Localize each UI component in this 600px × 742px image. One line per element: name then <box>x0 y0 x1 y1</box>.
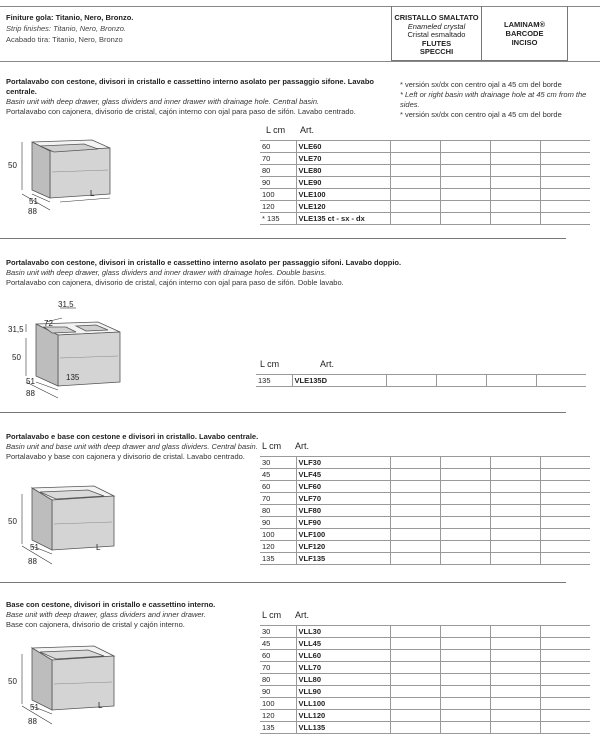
article-cell: VLF60 <box>296 481 390 493</box>
width-cell: 135 <box>260 553 296 565</box>
section-es: Portalavabo con cajonera, divisorio de cristal, cajón interno con ojal para paso de sifón. Lavabo centrado. <box>6 107 356 116</box>
table-row <box>260 517 590 529</box>
table-row <box>260 213 590 225</box>
dim-basin-spacing: 72 <box>44 319 53 328</box>
table-row <box>260 710 590 722</box>
section-1 <box>6 77 396 117</box>
table-row <box>260 141 590 153</box>
article-cell: VLL100 <box>296 698 390 710</box>
finish-price-cell <box>490 457 540 469</box>
width-cell: 120 <box>260 710 296 722</box>
article-cell: VLE90 <box>296 177 390 189</box>
finish-price-cell <box>540 698 590 710</box>
finish-es: Acabado tira: Titanio, Nero, Bronzo <box>6 35 123 44</box>
section-1-notes <box>400 80 600 120</box>
finish-price-cell <box>490 481 540 493</box>
table-row <box>260 686 590 698</box>
note-en: * Left or right basin with drainage hole at 45 cm from the sides. <box>400 90 587 109</box>
finish-price-cell <box>390 153 440 165</box>
section-1-table <box>260 140 590 225</box>
cabinet-drawing-2 <box>6 298 136 398</box>
width-cell: 100 <box>260 698 296 710</box>
section-title: Portalavabo con cestone, divisori in cristallo e cassettino interno asolato per passaggio sifone. Lavabo centrale. <box>6 77 375 96</box>
width-cell: 70 <box>260 493 296 505</box>
finish-price-cell <box>540 638 590 650</box>
width-cell: 30 <box>260 457 296 469</box>
article-cell: VLL135 <box>296 722 390 734</box>
article-cell: VLL30 <box>296 626 390 638</box>
article-cell: VLL80 <box>296 674 390 686</box>
finish-price-cell <box>490 674 540 686</box>
col-art-header: Art. <box>320 359 335 369</box>
section-es: Base con cajonera, divisorio de cristal y cajón interno. <box>6 620 185 629</box>
finish-price-cell <box>390 457 440 469</box>
finish-price-cell <box>390 213 440 225</box>
table-row <box>260 177 590 189</box>
finish-price-cell <box>490 505 540 517</box>
finish-price-cell <box>490 493 540 505</box>
width-cell: 60 <box>260 650 296 662</box>
box1-line4: FLUTES <box>421 38 452 48</box>
article-cell: VLF30 <box>296 457 390 469</box>
box2-line1: LAMINAM® <box>504 20 545 29</box>
article-cell: VLF80 <box>296 505 390 517</box>
finish-price-cell <box>440 662 490 674</box>
finish-price-cell <box>540 505 590 517</box>
finish-price-cell <box>440 650 490 662</box>
finish-price-cell <box>490 517 540 529</box>
finish-price-cell <box>440 529 490 541</box>
finish-price-cell <box>540 213 590 225</box>
article-cell: VLF135 <box>296 553 390 565</box>
section-2 <box>6 258 426 288</box>
width-cell: 60 <box>260 141 296 153</box>
finish-price-cell <box>540 493 590 505</box>
note-es-2: * versión sx/dx con centro ojal a 45 cm del borde <box>400 110 562 119</box>
finish-price-cell <box>490 710 540 722</box>
finish-price-cell <box>390 529 440 541</box>
table-row <box>260 626 590 638</box>
finish-price-cell <box>490 626 540 638</box>
finish-price-cell <box>440 165 490 177</box>
col-l-header: L cm <box>266 125 286 135</box>
finish-price-cell <box>540 662 590 674</box>
finish-price-cell <box>490 529 540 541</box>
finish-price-cell <box>540 201 590 213</box>
finish-price-cell <box>390 493 440 505</box>
section-en: Base unit with deep drawer, glass dividers and inner drawer. <box>6 610 206 619</box>
cabinet-drawing-4 <box>6 640 126 730</box>
finish-price-cell <box>486 375 536 387</box>
finish-price-cell <box>390 722 440 734</box>
dim-height: 50 <box>8 517 17 526</box>
table-row <box>260 722 590 734</box>
finish-price-cell <box>390 165 440 177</box>
table-row <box>260 481 590 493</box>
finish-price-cell <box>490 541 540 553</box>
width-cell: 100 <box>260 189 296 201</box>
dim-depth-88: 88 <box>26 389 35 398</box>
finish-price-cell <box>490 189 540 201</box>
width-cell: 80 <box>260 165 296 177</box>
finish-price-cell <box>540 189 590 201</box>
cabinet-drawing-1 <box>4 132 114 216</box>
finish-price-cell <box>490 722 540 734</box>
article-cell: VLE80 <box>296 165 390 177</box>
finish-price-cell <box>390 686 440 698</box>
section-title: Base con cestone, divisori in cristallo e cassettino interno. <box>6 600 216 609</box>
width-cell: 30 <box>260 626 296 638</box>
finish-price-cell <box>540 674 590 686</box>
finish-price-cell <box>540 541 590 553</box>
finish-price-cell <box>390 481 440 493</box>
article-cell: VLF100 <box>296 529 390 541</box>
box1-line3: Cristal esmaltado <box>407 30 466 39</box>
finish-price-cell <box>390 662 440 674</box>
finish-price-cell <box>390 626 440 638</box>
finish-price-cell <box>440 674 490 686</box>
finish-price-cell <box>540 650 590 662</box>
finish-price-cell <box>440 153 490 165</box>
finish-price-cell <box>490 469 540 481</box>
finish-price-cell <box>536 375 586 387</box>
section-es: Portalavabo con cajonera, divisorio de cristal, cajón interno con ojal para paso de sifón. Doble lavabo. <box>6 278 344 287</box>
finish-price-cell <box>390 505 440 517</box>
width-cell: 100 <box>260 529 296 541</box>
dim-depth-51: 51 <box>29 197 38 206</box>
finish-price-cell <box>440 710 490 722</box>
finish-price-cell <box>540 177 590 189</box>
article-cell: VLL120 <box>296 710 390 722</box>
dim-width: L <box>96 543 101 552</box>
col-art-header: Art. <box>295 610 310 620</box>
box1-line5: SPECCHI <box>419 47 454 56</box>
section-en: Basin unit with deep drawer, glass dividers and inner drawer with drainage hole. Central basin. <box>6 97 320 106</box>
width-cell: 60 <box>260 481 296 493</box>
finish-price-cell <box>390 189 440 201</box>
finish-price-cell <box>540 626 590 638</box>
dim-depth-88: 88 <box>28 717 37 726</box>
finish-it: Finiture gola: Titanio, Nero, Bronzo. <box>6 13 134 22</box>
finish-price-cell <box>390 177 440 189</box>
finish-price-cell <box>440 505 490 517</box>
header-bottom-rule <box>0 61 600 62</box>
finish-price-cell <box>490 141 540 153</box>
col-l-header: L cm <box>262 610 282 620</box>
dim-width: 135 <box>66 373 80 382</box>
width-cell: 120 <box>260 541 296 553</box>
note-es: * versión sx/dx con centro ojal a 45 cm del borde <box>400 80 562 89</box>
finish-price-cell <box>440 177 490 189</box>
dim-width: L <box>98 701 103 710</box>
section-title: Portalavabo e base con cestone e divisori in cristallo. Lavabo centrale. <box>6 432 259 441</box>
finish-price-cell <box>440 469 490 481</box>
article-cell: VLE120 <box>296 201 390 213</box>
finish-price-cell <box>540 457 590 469</box>
finish-price-cell <box>540 529 590 541</box>
finish-price-cell <box>540 722 590 734</box>
width-cell: 80 <box>260 505 296 517</box>
width-cell: 135 <box>260 722 296 734</box>
finish-info <box>6 12 386 45</box>
article-cell: VLF90 <box>296 517 390 529</box>
section-2-rule <box>0 412 566 413</box>
box2-line3: INCISO <box>511 38 538 47</box>
width-cell: 90 <box>260 686 296 698</box>
article-cell: VLE135 ct - sx - dx <box>296 213 390 225</box>
table-row <box>260 493 590 505</box>
finish-price-cell <box>390 141 440 153</box>
width-cell: * 135 <box>260 213 296 225</box>
finish-price-cell <box>440 213 490 225</box>
dim-height: 50 <box>12 353 21 362</box>
finish-price-cell <box>390 674 440 686</box>
dim-height: 50 <box>8 677 17 686</box>
finish-price-cell <box>490 638 540 650</box>
section-title: Portalavabo con cestone, divisori in cristallo e cassettino interno asolato per passaggio sifoni. Lavabo doppio. <box>6 258 402 267</box>
finish-price-cell <box>440 541 490 553</box>
finish-price-cell <box>440 141 490 153</box>
article-cell: VLF120 <box>296 541 390 553</box>
section-en: Basin unit with deep drawer, glass dividers and inner drawer with drainage holes. Double basins. <box>6 268 327 277</box>
finish-price-cell <box>440 201 490 213</box>
table-row <box>260 529 590 541</box>
dim-height: 50 <box>8 161 17 170</box>
table-row <box>260 638 590 650</box>
width-cell: 120 <box>260 201 296 213</box>
finish-price-cell <box>490 553 540 565</box>
finish-price-cell <box>490 650 540 662</box>
table-row <box>260 553 590 565</box>
finish-price-cell <box>436 375 486 387</box>
section-1-rule <box>0 238 566 239</box>
finish-price-cell <box>440 698 490 710</box>
finish-price-cell <box>490 662 540 674</box>
width-cell: 70 <box>260 662 296 674</box>
finish-price-cell <box>540 686 590 698</box>
finish-box-laminam <box>482 6 568 61</box>
finish-price-cell <box>390 541 440 553</box>
section-3-rule <box>0 582 566 583</box>
finish-price-cell <box>386 375 436 387</box>
width-cell: 135 <box>256 375 292 387</box>
finish-price-cell <box>440 481 490 493</box>
finish-price-cell <box>390 638 440 650</box>
article-cell: VLF70 <box>296 493 390 505</box>
finish-price-cell <box>440 553 490 565</box>
finish-price-cell <box>540 553 590 565</box>
finish-price-cell <box>540 517 590 529</box>
col-art-header: Art. <box>295 441 310 451</box>
col-art-header: Art. <box>300 125 315 135</box>
finish-price-cell <box>390 710 440 722</box>
section-3-table <box>260 456 590 565</box>
finish-price-cell <box>390 553 440 565</box>
article-cell: VLE60 <box>296 141 390 153</box>
finish-price-cell <box>440 457 490 469</box>
finish-price-cell <box>440 722 490 734</box>
col-l-header: L cm <box>262 441 282 451</box>
table-row <box>260 698 590 710</box>
section-4-table-head <box>0 610 600 622</box>
finish-price-cell <box>440 189 490 201</box>
dim-width: L <box>90 189 95 198</box>
finish-box-crystal <box>391 6 482 61</box>
finish-price-cell <box>440 686 490 698</box>
finish-price-cell <box>490 698 540 710</box>
finish-price-cell <box>390 698 440 710</box>
dim-depth-51: 51 <box>30 703 39 712</box>
box2-line2: BARCODE <box>505 29 544 38</box>
article-cell: VLF45 <box>296 469 390 481</box>
finish-price-cell <box>490 213 540 225</box>
section-3-table-head <box>0 441 600 453</box>
dim-offset-side: 31,5 <box>8 325 24 334</box>
finish-price-cell <box>490 153 540 165</box>
finish-price-cell <box>440 493 490 505</box>
article-cell: VLL70 <box>296 662 390 674</box>
width-cell: 45 <box>260 638 296 650</box>
article-cell: VLE70 <box>296 153 390 165</box>
section-2-table <box>256 374 586 387</box>
width-cell: 45 <box>260 469 296 481</box>
finish-price-cell <box>440 638 490 650</box>
table-row <box>260 189 590 201</box>
article-cell: VLL60 <box>296 650 390 662</box>
table-row <box>260 153 590 165</box>
finish-price-cell <box>440 517 490 529</box>
section-4-table <box>260 625 590 734</box>
section-2-table-head <box>0 359 600 371</box>
finish-price-cell <box>540 710 590 722</box>
cabinet-drawing-3 <box>6 480 126 570</box>
finish-price-cell <box>390 517 440 529</box>
table-row <box>256 375 586 387</box>
table-row <box>260 541 590 553</box>
table-row <box>260 650 590 662</box>
finish-price-cell <box>540 481 590 493</box>
finish-price-cell <box>540 165 590 177</box>
table-row <box>260 662 590 674</box>
article-cell: VLE100 <box>296 189 390 201</box>
finish-price-cell <box>390 201 440 213</box>
finish-price-cell <box>490 686 540 698</box>
dim-depth-51: 51 <box>30 543 39 552</box>
table-row <box>260 201 590 213</box>
width-cell: 90 <box>260 517 296 529</box>
finish-price-cell <box>490 177 540 189</box>
finish-price-cell <box>490 165 540 177</box>
article-cell: VLL90 <box>296 686 390 698</box>
finish-en: Strip finishes: Titanio, Nero, Bronzo. <box>6 24 126 33</box>
box1-line2: Enameled crystal <box>407 21 466 31</box>
dim-depth-88: 88 <box>28 557 37 566</box>
finish-price-cell <box>540 469 590 481</box>
width-cell: 70 <box>260 153 296 165</box>
table-row <box>260 674 590 686</box>
col-l-header: L cm <box>260 359 280 369</box>
table-row <box>260 165 590 177</box>
article-cell: VLE135D <box>292 375 386 387</box>
finish-price-cell <box>540 141 590 153</box>
finish-price-cell <box>490 201 540 213</box>
section-es: Portalavabo y base con cajonera y divisorio de cristal. Lavabo centrado. <box>6 452 245 461</box>
width-cell: 90 <box>260 177 296 189</box>
table-row <box>260 457 590 469</box>
table-row <box>260 505 590 517</box>
finish-price-cell <box>440 626 490 638</box>
dim-depth-51: 51 <box>26 377 35 386</box>
section-en: Basin unit and base unit with deep drawer and glass dividers. Central basin. <box>6 442 258 451</box>
finish-price-cell <box>390 650 440 662</box>
width-cell: 80 <box>260 674 296 686</box>
finish-price-cell <box>390 469 440 481</box>
table-row <box>260 469 590 481</box>
box1-line1: CRISTALLO SMALTATO <box>394 13 479 22</box>
article-cell: VLL45 <box>296 638 390 650</box>
dim-depth-88: 88 <box>28 207 37 216</box>
finish-price-cell <box>540 153 590 165</box>
dim-offset-top: 31,5 <box>58 300 74 309</box>
